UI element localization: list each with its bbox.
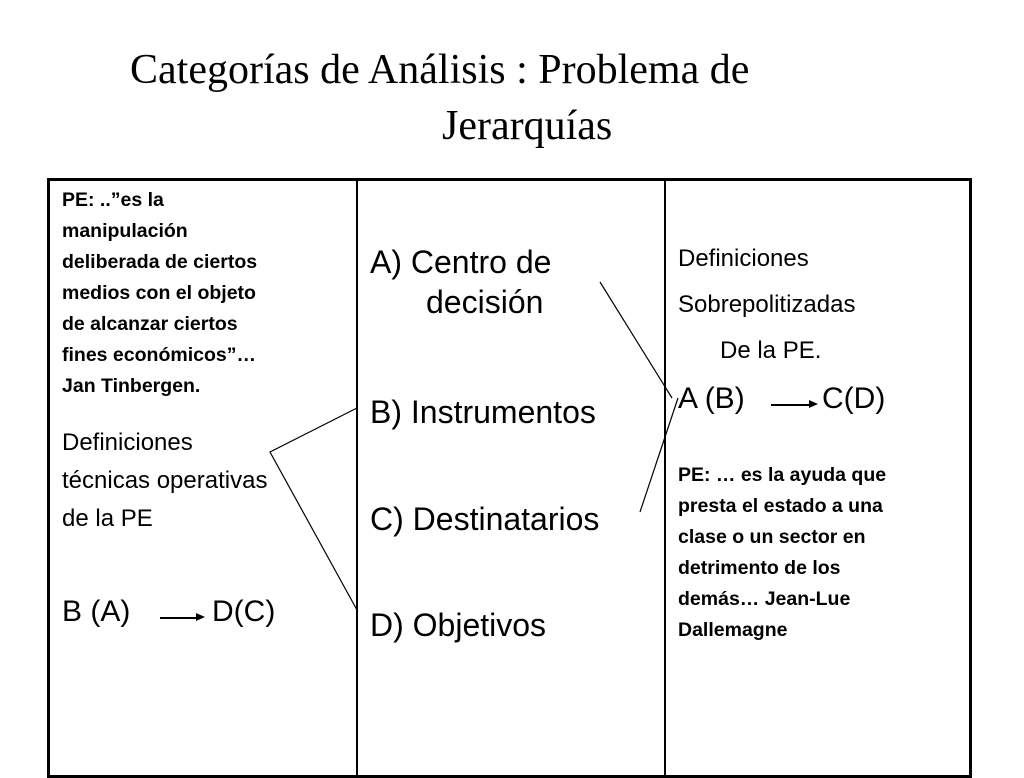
heading-line: De la PE. [720,337,822,364]
item-a-line-1: A) Centro de [370,244,552,280]
quote-line: fines económicos”… [62,344,256,366]
title-line-1: Categorías de Análisis : Problema de [130,47,750,93]
left-sequence-to: D(C) [212,595,276,628]
item-destinatarios: C) Destinatarios [370,501,600,537]
quote-line: demás… Jean-Lue [678,588,851,610]
tinbergen-quote [62,185,352,402]
quote-line: PE: ..”es la [62,189,164,211]
quote-line: Dallemagne [678,619,788,641]
title-line-2: Jerarquías [442,103,613,149]
quote-line: medios con el objeto [62,282,256,304]
quote-line: de alcanzar ciertos [62,313,238,335]
left-sequence-from: B (A) [62,595,131,628]
item-centro-de-decision [370,242,551,322]
item-a-line-2: decisión [426,284,544,320]
quote-line: clase o un sector en [678,526,866,548]
politicized-definitions-label [678,236,968,374]
right-sequence-to: C(D) [822,382,886,415]
column-divider-2 [664,178,666,778]
quote-line: manipulación [62,220,188,242]
right-sequence-arrow [771,404,811,406]
quote-line: deliberada de ciertos [62,251,258,273]
right-sequence-from: A (B) [678,382,745,415]
technical-definitions-label [62,424,352,538]
heading-line: Sobrepolitizadas [678,291,856,318]
dallemagne-quote [678,460,968,646]
quote-line: presta el estado a una [678,495,883,517]
heading-line: Definiciones [678,245,809,272]
column-divider-1 [356,178,358,778]
definition-line: Definiciones [62,429,193,456]
quote-line: Jan Tinbergen. [62,375,201,397]
quote-line: PE: … es la ayuda que [678,464,887,486]
definition-line: técnicas operativas [62,467,268,494]
left-sequence-arrow [160,617,198,619]
item-instrumentos: B) Instrumentos [370,394,596,430]
quote-line: detrimento de los [678,557,841,579]
slide-title [130,42,850,154]
definition-line: de la PE [62,505,153,532]
item-objetivos: D) Objetivos [370,607,547,643]
arrow-head-icon [809,400,818,408]
arrow-head-icon [196,613,205,621]
